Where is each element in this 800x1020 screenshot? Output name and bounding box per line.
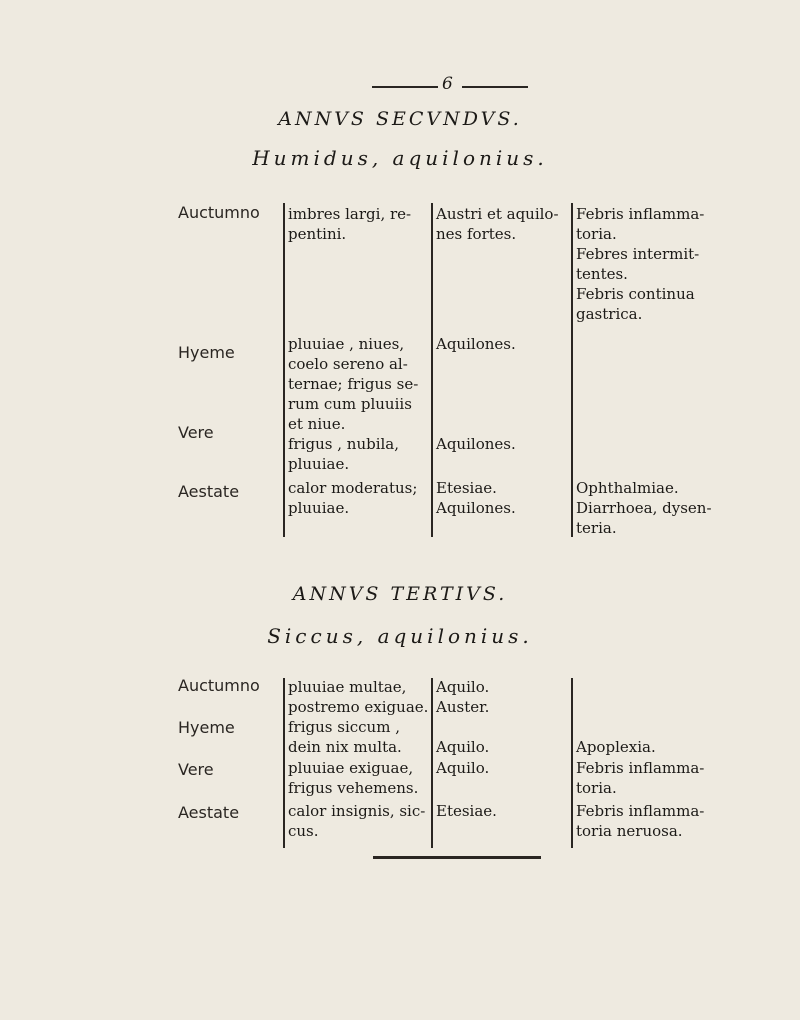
season-label: Hyeme — [178, 343, 235, 362]
disease-line: toria. — [576, 779, 617, 797]
wind-line: Aquilo. — [436, 759, 490, 777]
weather-line: frigus siccum , — [288, 718, 400, 736]
wind-line: Auster. — [436, 698, 490, 716]
section1-weather-title: Humidus, aquilonius. — [252, 146, 548, 170]
column-rule — [431, 203, 433, 537]
season-label: Vere — [178, 760, 214, 779]
disease-line: Febris inflamma- — [576, 802, 705, 820]
wind-line: Aquilones. — [436, 335, 516, 353]
disease-line: Apoplexia. — [576, 738, 656, 756]
wind-line: Aquilones. — [436, 435, 516, 453]
disease-line: Ophthalmiae. — [576, 479, 679, 497]
weather-line: pentini. — [288, 225, 347, 243]
disease-line: gastrica. — [576, 305, 643, 323]
season-label: Hyeme — [178, 718, 235, 737]
disease-line: tentes. — [576, 265, 628, 283]
weather-line: imbres largi, re- — [288, 205, 412, 223]
disease-line: teria. — [576, 519, 617, 537]
wind-line: Aquilo. — [436, 738, 490, 756]
weather-line: ternae; frigus se- — [288, 375, 419, 393]
weather-line: pluuiae multae, — [288, 678, 407, 696]
wind-line: Austri et aquilo- — [436, 205, 559, 223]
weather-line: pluuiae exiguae, — [288, 759, 414, 777]
disease-line: toria. — [576, 225, 617, 243]
header-rule-left — [372, 86, 438, 88]
weather-line: pluuiae. — [288, 455, 350, 473]
weather-line: et niue. — [288, 415, 346, 433]
wind-line: nes fortes. — [436, 225, 517, 243]
weather-line: cus. — [288, 822, 319, 840]
weather-line: pluuiae , niues, — [288, 335, 405, 353]
disease-line: toria neruosa. — [576, 822, 683, 840]
season-label: Auctumno — [178, 203, 260, 222]
section1-year-title: ANNVS SECVNDVS. — [278, 108, 522, 130]
weather-line: coelo sereno al- — [288, 355, 408, 373]
closing-rule — [373, 856, 541, 859]
wind-line: Aquilones. — [436, 499, 516, 517]
section2-year-title: ANNVS TERTIVS. — [292, 583, 508, 605]
page-number: 6 — [442, 74, 453, 94]
header-rule-right — [462, 86, 528, 88]
weather-line: frigus , nubila, — [288, 435, 400, 453]
season-label: Aestate — [178, 482, 240, 501]
column-rule — [283, 203, 285, 537]
season-label: Aestate — [178, 803, 240, 822]
disease-line: Febris inflamma- — [576, 759, 705, 777]
weather-line: calor moderatus; — [288, 479, 418, 497]
disease-line: Febres intermit- — [576, 245, 700, 263]
weather-line: rum cum pluuiis — [288, 395, 412, 413]
column-rule — [571, 203, 573, 537]
disease-line: Febris continua — [576, 285, 695, 303]
disease-line: Diarrhoea, dysen- — [576, 499, 712, 517]
wind-line: Aquilo. — [436, 678, 490, 696]
season-label: Auctumno — [178, 676, 260, 695]
disease-line: Febris inflamma- — [576, 205, 705, 223]
weather-line: frigus vehemens. — [288, 779, 419, 797]
weather-line: calor insignis, sic- — [288, 802, 426, 820]
column-rule — [431, 678, 433, 848]
weather-line: postremo exiguae. — [288, 698, 429, 716]
column-rule — [571, 678, 573, 848]
section2-weather-title: Siccus, aquilonius. — [267, 624, 533, 648]
weather-line: dein nix multa. — [288, 738, 402, 756]
weather-line: pluuiae. — [288, 499, 350, 517]
column-rule — [283, 678, 285, 848]
wind-line: Etesiae. — [436, 479, 497, 497]
wind-line: Etesiae. — [436, 802, 497, 820]
season-label: Vere — [178, 423, 214, 442]
